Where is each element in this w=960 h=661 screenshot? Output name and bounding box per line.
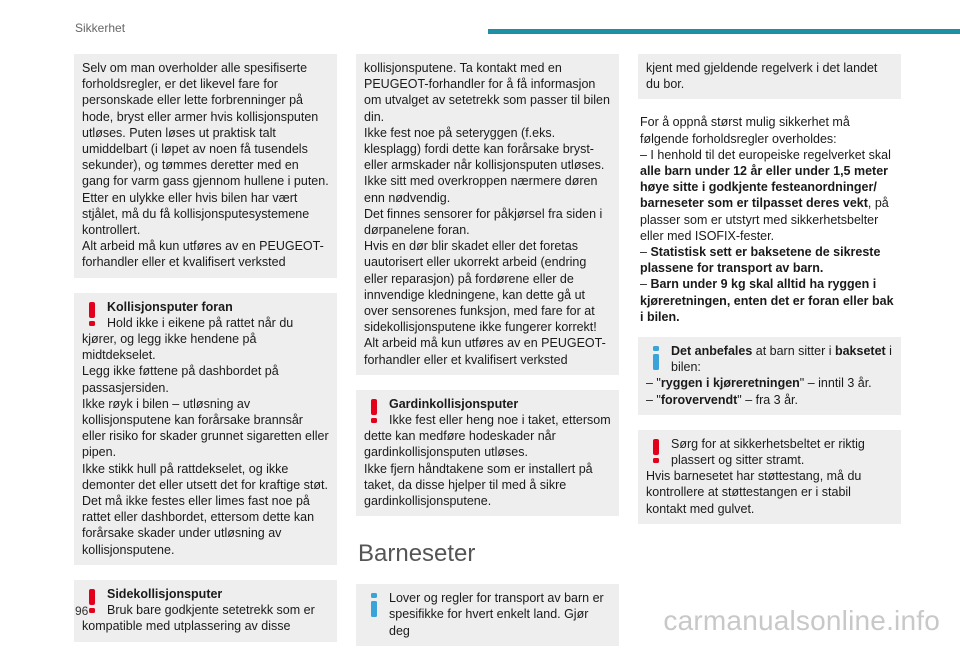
info-continued-text: kjent med gjeldende regelverk i det landet du bor. [646, 61, 878, 92]
box-line: Hvis en dør blir skadet eller det foretas uautorisert eller ukorrekt arbeid (endring eller reparasjon) på fordørene eller de innvendige kledningene, kan dette gå ut over sensorenes funksjon, med fare for at sidekollisjonsputene ikke fungerer korrekt! [364, 239, 597, 335]
info-icon [366, 592, 382, 618]
section-header: Sikkerhet [75, 21, 126, 35]
recommendation-item: – "ryggen i kjøreretningen" – inntil 3 år. [646, 376, 872, 391]
warning-icon [84, 301, 100, 327]
warning-icon [366, 398, 382, 424]
warning-line: Ikke fjern håndtakene som er installert på taket, da disse hjelper til med å sikre gardinkollisjonsputene. [364, 461, 593, 509]
box-line: Alt arbeid må kun utføres av en PEUGEOT-forhandler eller et kvalifisert verksted [364, 336, 606, 367]
front-airbag-warning [74, 293, 337, 565]
warning-line: Ikke stikk hull på rattdekselet, og ikke demonter det eller utsett det for kraftige støt. [82, 461, 328, 492]
rule-item: – I henhold til det europeiske regelverket skal alle barn under 12 år eller under 1,5 meter høye sitte i godkjente festeanordninger/ barneseter som er tilpasset deres vekt, på plasser som er utstyrt med sikkerhetsbelter eller med ISOFIX-fester. [640, 147, 891, 243]
warning-icon [648, 438, 664, 464]
column-1 [74, 54, 337, 657]
child-seat-info-box [356, 584, 619, 646]
airbag-info-box [74, 54, 337, 278]
airbag-check-text: Etter en ulykke eller hvis bilen har vært stjålet, må du få kollisjonsputesystemene kontrollert. [82, 190, 310, 238]
warning-line: Ikke fest eller heng noe i taket, ettersom dette kan medføre hodeskader når gardinkollisjonsputen utløses. [364, 413, 611, 460]
info-continued-box [638, 54, 901, 99]
recommendation-item: – "forovervendt" – fra 3 år. [646, 392, 798, 407]
watermark: carmanualsonline.info [663, 605, 940, 636]
box-line: Ikke sitt med overkroppen nærmere døren enn nødvendig. [364, 174, 598, 205]
curtain-airbag-warning [356, 390, 619, 516]
page-number: 96 [75, 604, 89, 618]
column-3 [638, 54, 901, 539]
recommendation-box [638, 337, 901, 415]
box-line: Det finnes sensorer for påkjørsel fra siden i dørpanelene foran. [364, 206, 603, 238]
airbag-workshop-text: Alt arbeid må kun utføres av en PEUGEOT-forhandler eller et kvalifisert verksted [82, 239, 324, 270]
child-safety-rules [638, 114, 901, 325]
section-title: Barneseter [358, 540, 476, 568]
warning-title: Sidekollisjonsputer [107, 586, 223, 601]
recommendation-text: Det anbefales at barn sitter i baksetet i bilen: [671, 344, 892, 375]
warning-title: Kollisjonsputer foran [107, 299, 233, 314]
info-text: Lover og regler for transport av barn er spesifikke for hvert enkelt land. Gjør deg [389, 591, 604, 638]
box-line: Ikke fest noe på seteryggen (f.eks. klesplagg) fordi dette kan forårsake bryst- eller armskader når kollisjonsputen utløses. [364, 125, 605, 173]
seatbelt-warning [638, 430, 901, 524]
warning-title: Gardinkollisjonsputer [389, 396, 519, 411]
rule-item: – Barn under 9 kg skal alltid ha ryggen i kjøreretningen, enten det er foran eller bak i bilen. [640, 277, 894, 324]
info-icon [648, 345, 664, 371]
warning-line: Legg ikke føttene på dashbordet på passasjersiden. [82, 364, 279, 395]
rule-item: – Statistisk sett er baksetene de sikreste plassene for transport av barn. [640, 245, 881, 276]
side-airbag-warning [74, 580, 337, 642]
box-line: kollisjonsputene. Ta kontakt med en PEUGEOT-forhandler for å få informasjon om utvalget av setetrekk som passer til bilen din. [364, 61, 610, 124]
rules-intro: For å oppnå størst mulig sikkerhet må følgende forholdsregler overholdes: [640, 115, 850, 146]
side-airbag-continued-box [356, 54, 619, 375]
warning-line: Hvis barnesetet har støttestang, må du kontrollere at støttestangen er i stabil kontakt med gulvet. [646, 469, 862, 516]
warning-line: Bruk bare godkjente setetrekk som er kompatible med utplassering av disse [82, 603, 315, 634]
airbag-info-text: Selv om man overholder alle spesifiserte forholdsregler, er det likevel fare for personskade eller lette forbrenninger på hode, bryst eller armer hvis kollisjonsputen utløses. Puten løses ut praktisk talt umiddelbart (i løpet av noen få tusendels sekunder), og tømmes deretter med en gang for varm gass gjennom hullene i puten. [82, 61, 329, 189]
warning-line: Ikke røyk i bilen – utløsning av kollisjonsputene kan forårsake brannsår eller risiko for skader grunnet sigaretten eller pipen. [82, 396, 329, 460]
warning-line: Hold ikke i eikene på rattet når du kjører, og legg ikke hendene på midtdekselet. [82, 315, 294, 363]
warning-line: Det må ikke festes eller limes fast noe på rattet eller dashbordet, ettersom dette kan forårsake skader under utløsning av kollisjonsputene. [82, 494, 315, 557]
header-accent-bar [488, 29, 960, 34]
column-2 [356, 54, 619, 661]
warning-line: Sørg for at sikkerhetsbeltet er riktig plassert og sitter stramt. [671, 436, 865, 468]
